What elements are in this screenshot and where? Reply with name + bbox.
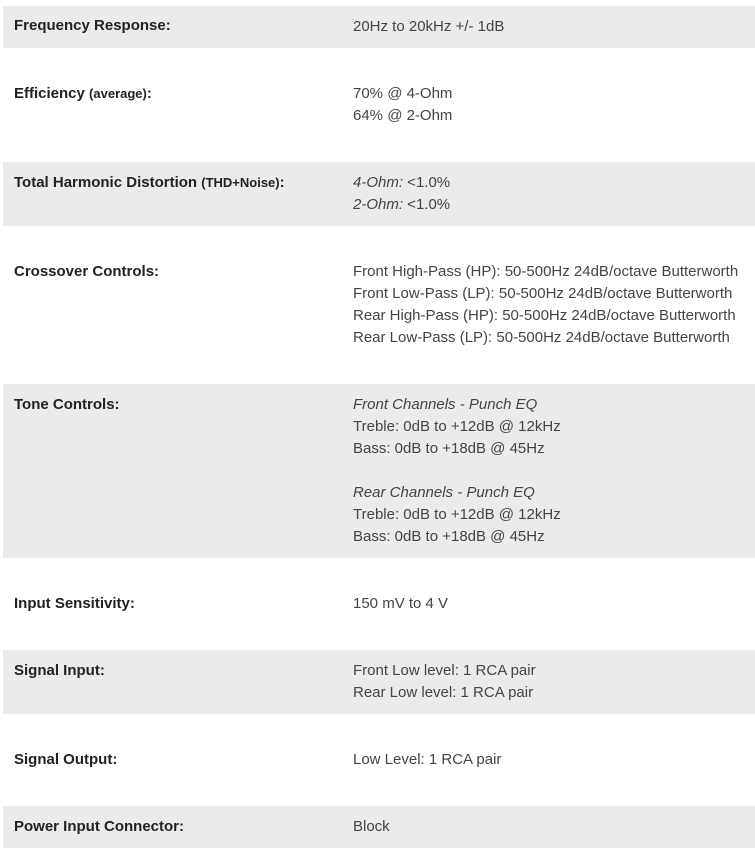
spec-label-main: Efficiency — [14, 85, 85, 102]
spec-label-colon: : — [146, 85, 152, 102]
spec-row-signal-input — [3, 650, 755, 714]
spec-label: Frequency Response: — [14, 17, 171, 34]
spec-row-power-input — [3, 806, 755, 848]
tone-front-bass: Bass: 0dB to +18dB @ 45Hz — [353, 440, 545, 457]
thd-load-label: 4-Ohm: — [353, 174, 404, 191]
tone-front-heading: Front Channels - Punch EQ — [353, 396, 538, 413]
spec-value — [353, 83, 452, 127]
tone-front-treble: Treble: 0dB to +12dB @ 12kHz — [353, 418, 561, 435]
spec-value-line — [353, 172, 450, 194]
spec-value-line — [353, 194, 450, 216]
spec-row-crossover — [3, 226, 755, 384]
tone-rear-heading: Rear Channels - Punch EQ — [353, 484, 535, 501]
spec-value — [353, 660, 536, 704]
thd-value: <1.0% — [403, 196, 451, 213]
tone-rear-bass: Bass: 0dB to +18dB @ 45Hz — [353, 528, 545, 545]
spec-label-colon: : — [279, 174, 285, 191]
spec-value: Block — [353, 818, 390, 835]
spec-label: Signal Output: — [14, 751, 118, 768]
spec-value — [353, 172, 450, 216]
spec-value — [353, 261, 738, 349]
tone-rear-treble: Treble: 0dB to +12dB @ 12kHz — [353, 506, 561, 523]
spec-label-sub: (THD+Noise) — [201, 175, 280, 190]
spec-value-line: 70% @ 4-Ohm — [353, 85, 453, 102]
thd-load-label: 2-Ohm: — [353, 196, 404, 213]
spec-value-line: Rear Low-Pass (LP): 50-500Hz 24dB/octave Butterworth — [353, 329, 730, 346]
spec-label — [14, 85, 152, 102]
spec-value-line: Front High-Pass (HP): 50-500Hz 24dB/octave Butterworth — [353, 263, 739, 280]
spec-value: 20Hz to 20kHz +/- 1dB — [353, 18, 505, 35]
spec-label: Signal Input: — [14, 662, 105, 679]
spec-label: Power Input Connector: — [14, 818, 184, 835]
spec-label: Crossover Controls: — [14, 263, 160, 280]
spec-value: 150 mV to 4 V — [353, 595, 449, 612]
spec-value-line: Front Low level: 1 RCA pair — [353, 662, 536, 679]
spec-row-signal-output — [3, 714, 755, 806]
spec-value — [353, 394, 561, 548]
spec-value-line: Front Low-Pass (LP): 50-500Hz 24dB/octave Butterworth — [353, 285, 733, 302]
spec-label-main: Total Harmonic Distortion — [14, 174, 198, 191]
spec-value-line: Rear High-Pass (HP): 50-500Hz 24dB/octave Butterworth — [353, 307, 736, 324]
spec-row-frequency-response — [3, 6, 755, 48]
spec-label — [14, 174, 285, 191]
spec-value: Low Level: 1 RCA pair — [353, 751, 502, 768]
spec-value-line: 64% @ 2-Ohm — [353, 107, 453, 124]
spec-row-input-sensitivity — [3, 558, 755, 650]
thd-value: <1.0% — [403, 174, 451, 191]
spacer — [353, 460, 561, 482]
spec-label: Input Sensitivity: — [14, 595, 135, 612]
spec-row-tone-controls — [3, 384, 755, 558]
spec-row-thd — [3, 162, 755, 226]
spec-label-sub: (average) — [89, 86, 147, 101]
spec-row-efficiency — [3, 48, 755, 162]
spec-label: Tone Controls: — [14, 396, 120, 413]
spec-value-line: Rear Low level: 1 RCA pair — [353, 684, 534, 701]
